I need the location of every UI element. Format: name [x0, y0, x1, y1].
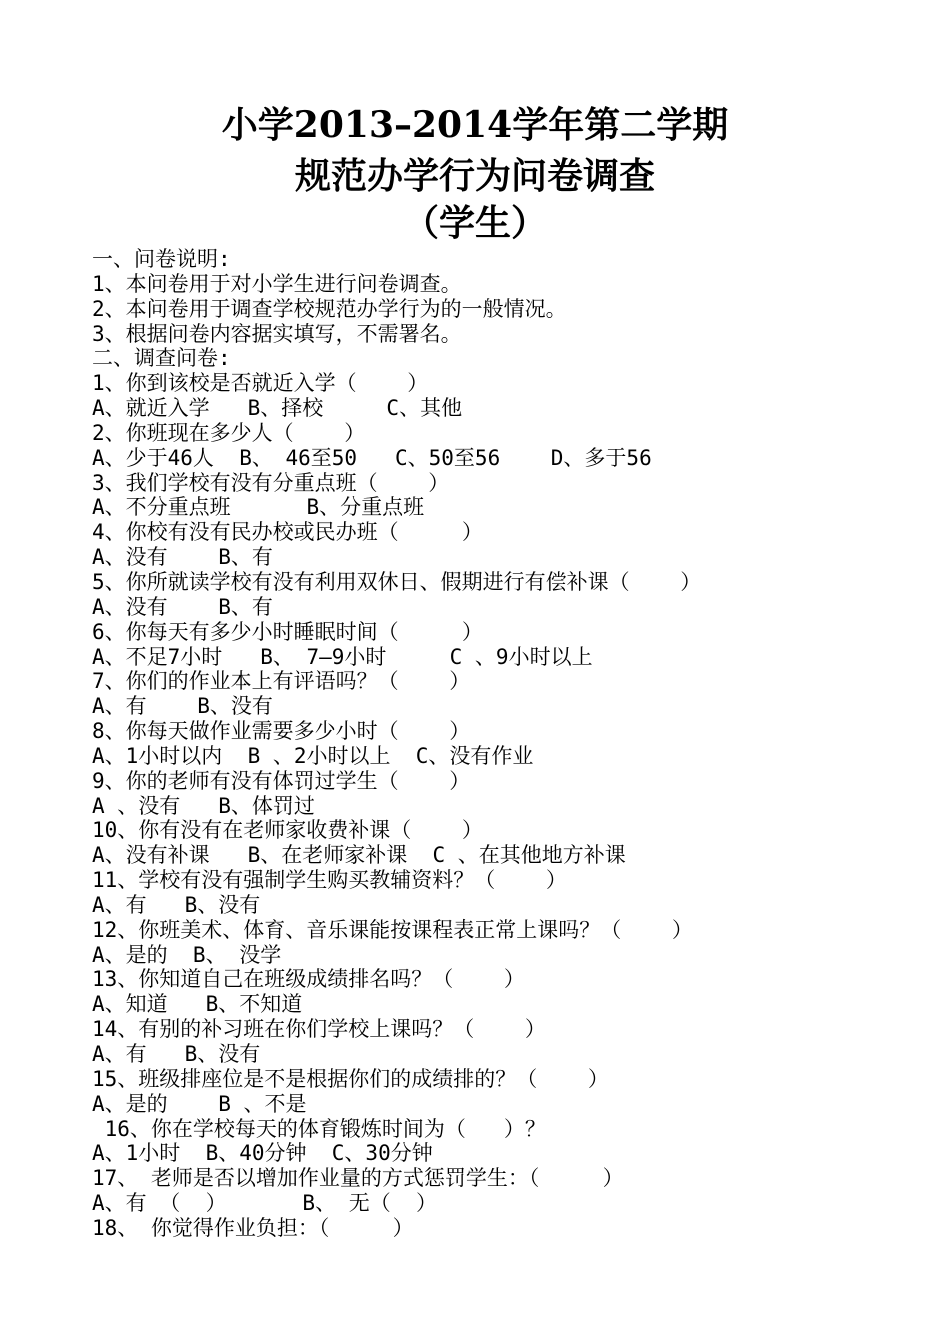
questionnaire-line: A 、没有 B、体罚过 [92, 793, 315, 818]
document-subtitle: 规范办学行为问卷调查 [294, 155, 655, 197]
questionnaire-line: 4、你校有没有民办校或民办班（ ） [92, 520, 483, 545]
questionnaire-line: 6、你每天有多少小时睡眠时间（ ） [92, 619, 483, 644]
document-audience: （学生） [402, 202, 547, 244]
questionnaire-line: A、就近入学 B、择校 C、其他 [92, 396, 463, 421]
questionnaire-line: A、没有 B、有 [92, 594, 273, 619]
questionnaire-line: 14、有别的补习班在你们学校上课吗？（ ） [92, 1017, 546, 1042]
questionnaire-line: A、没有 B、有 [92, 545, 273, 570]
questionnaire-line: 二、调查问卷: [92, 346, 231, 371]
questionnaire-line: 2、本问卷用于调查学校规范办学行为的一般情况。 [92, 296, 567, 321]
questionnaire-line: 15、班级排座位是不是根据你们的成绩排的？（ ） [92, 1066, 609, 1091]
questionnaire-line: A、没有补课 B、在老师家补课 C 、在其他地方补课 [92, 843, 626, 868]
questionnaire-line: 13、你知道自己在班级成绩排名吗？（ ） [92, 967, 525, 992]
questionnaire-line: 3、我们学校有没有分重点班（ ） [92, 470, 450, 495]
questionnaire-line: A、有 B、没有 [92, 694, 273, 719]
questionnaire-line: 17、 老师是否以增加作业量的方式惩罚学生：（ ） [92, 1166, 624, 1191]
questionnaire-line: A、有 B、没有 [92, 1042, 261, 1066]
questionnaire-line: 2、你班现在多少人（ ） [92, 420, 366, 445]
document-title: 小学2013–2014学年第二学期 [221, 104, 729, 146]
questionnaire-line: A、1小时 B、40分钟 C、30分钟 [92, 1141, 433, 1166]
questionnaire-line: A、是的 B、 没学 [92, 942, 282, 967]
questionnaire-line: A、有 B、没有 [92, 892, 261, 917]
questionnaire-line: 7、你们的作业本上有评语吗？（ ） [92, 669, 471, 694]
questionnaire-line: 11、学校有没有强制学生购买教辅资料？（ ） [92, 868, 567, 893]
questionnaire-line: A、不足7小时 B、 7—9小时 C 、9小时以上 [92, 644, 593, 669]
questionnaire-line: 9、你的老师有没有体罚过学生（ ） [92, 768, 471, 793]
questionnaire-line: 12、你班美术、体育、音乐课能按课程表正常上课吗？（ ） [92, 917, 693, 942]
questionnaire-line: 16、你在学校每天的体育锻炼时间为（ ）？ [92, 1116, 546, 1141]
questionnaire-line: 3、根据问卷内容据实填写，不需署名。 [92, 321, 462, 346]
questionnaire-line: 1、你到该校是否就近入学（ ） [92, 371, 429, 396]
questionnaire-line: 18、 你觉得作业负担：（ ） [92, 1215, 414, 1240]
questionnaire-line: A、是的 B 、不是 [92, 1091, 307, 1116]
questionnaire-line: A、有 （ ） B、 无（ ） [92, 1191, 438, 1216]
questionnaire-line: 一、问卷说明: [92, 247, 231, 271]
questionnaire-line: 10、你有没有在老师家收费补课（ ） [92, 818, 483, 843]
questionnaire-line: A、知道 B、不知道 [92, 992, 303, 1017]
questionnaire-body [92, 247, 892, 1241]
questionnaire-line: A、1小时以内 B 、2小时以上 C、没有作业 [92, 743, 534, 768]
questionnaire-line: A、少于46人 B、 46至50 C、50至56 D、多于56 [92, 445, 652, 470]
questionnaire-line: 1、本问卷用于对小学生进行问卷调查。 [92, 271, 462, 296]
questionnaire-line: 5、你所就读学校有没有利用双休日、假期进行有偿补课（ ） [92, 569, 702, 594]
questionnaire-line: 8、你每天做作业需要多少小时（ ） [92, 719, 471, 744]
questionnaire-line: A、不分重点班 B、分重点班 [92, 495, 425, 520]
